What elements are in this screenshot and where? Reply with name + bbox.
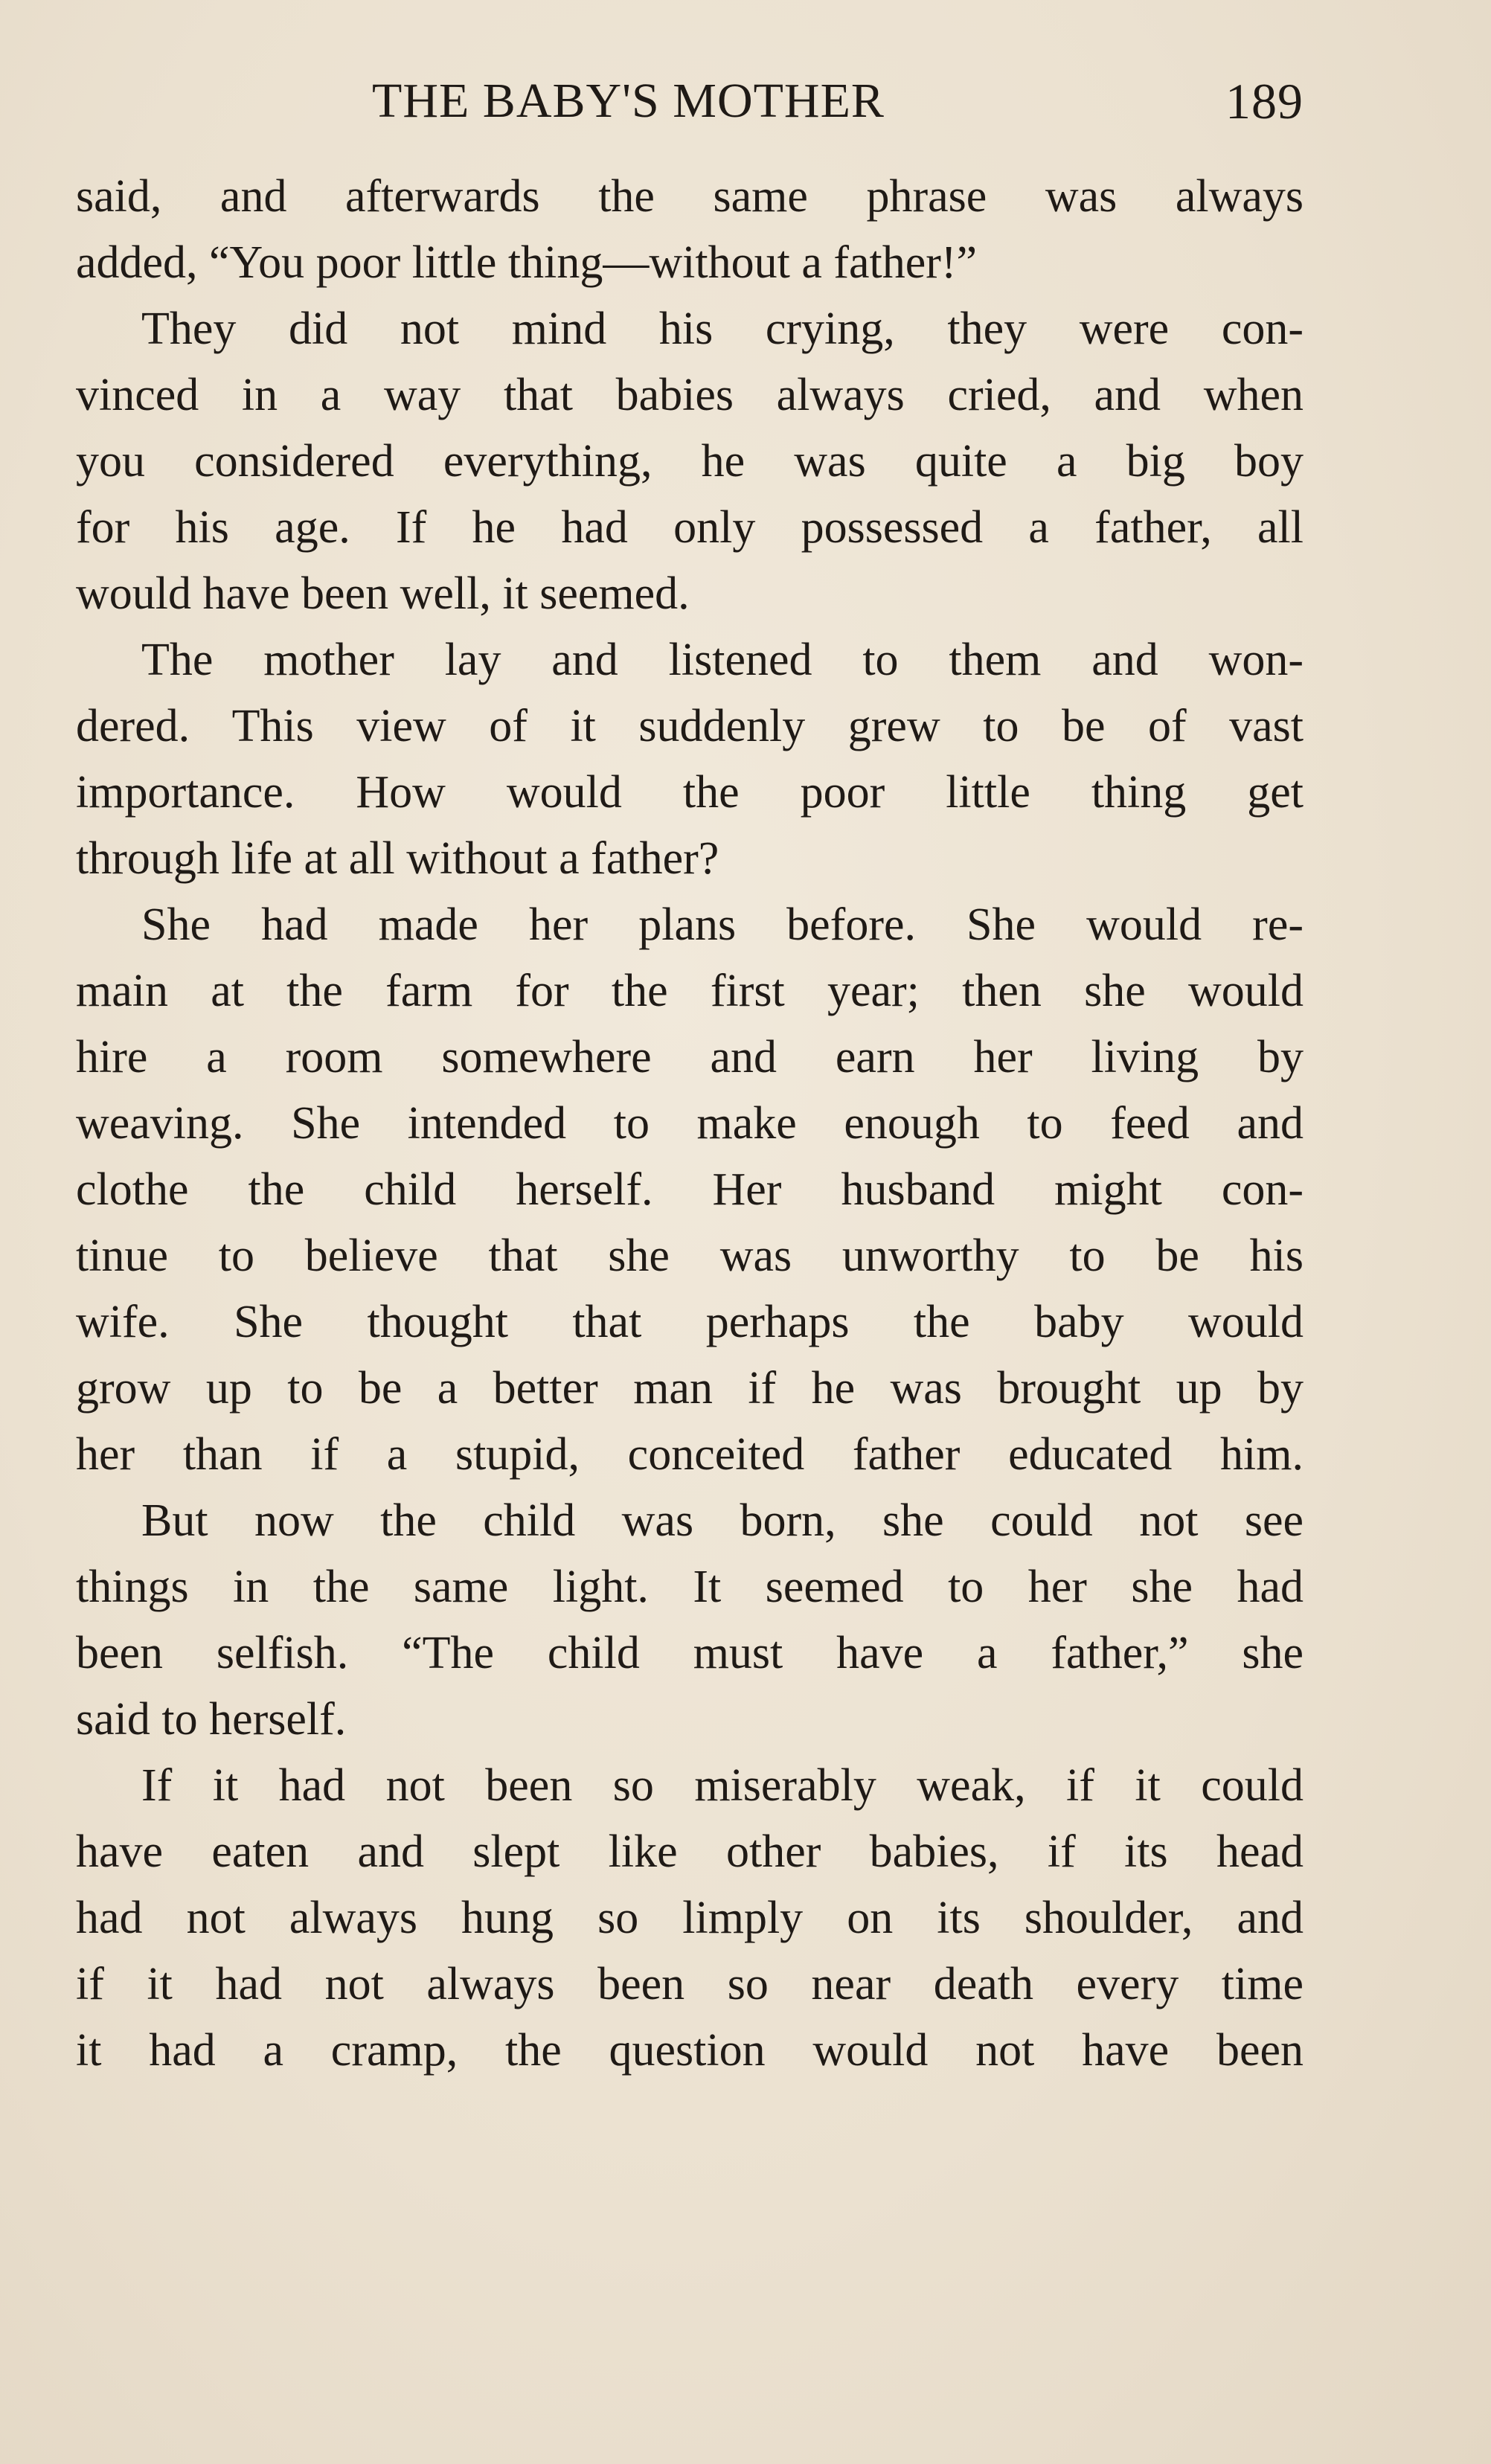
text-line: tinue to believe that she was unworthy to be his [76,1231,1304,1281]
text-line: But now the child was born, she could not see [141,1495,1304,1546]
text-line: had not always hung so limply on its shoulder, and [76,1893,1304,1943]
text-line: added, “You poor little thing—without a father!” [76,237,978,288]
text-line: said, and afterwards the same phrase was always [76,171,1304,222]
text-line: for his age. If he had only possessed a father, all [76,502,1304,553]
text-line: her than if a stupid, conceited father educated him. [76,1429,1304,1480]
running-title: THE BABY'S MOTHER [372,74,885,128]
text-line: wife. She thought that perhaps the baby would [76,1297,1304,1347]
text-line: They did not mind his crying, they were con- [141,304,1304,354]
text-line: things in the same light. It seemed to her she had [76,1562,1304,1612]
text-line: If it had not been so miserably weak, if it could [141,1760,1304,1811]
text-line: you considered everything, he was quite a big boy [76,436,1304,487]
running-head [76,71,1304,131]
text-line: main at the farm for the first year; then she would [76,966,1304,1016]
body-text [76,164,1304,2084]
text-line: dered. This view of it suddenly grew to be of vast [76,701,1304,751]
text-line: grow up to be a better man if he was brought up by [76,1363,1304,1414]
text-line: would have been well, it seemed. [76,568,690,619]
text-line: clothe the child herself. Her husband might con- [76,1164,1304,1215]
text-line: The mother lay and listened to them and won- [141,635,1304,685]
text-line: it had a cramp, the question would not have been [76,2025,1304,2076]
text-line: through life at all without a father? [76,833,719,884]
text-line: been selfish. “The child must have a father,” she [76,1628,1304,1678]
page-number: 189 [1225,73,1304,129]
text-line: vinced in a way that babies always cried, and when [76,370,1304,420]
text-line: if it had not always been so near death every time [76,1959,1304,2009]
text-line: importance. How would the poor little thing get [76,767,1304,818]
text-line: said to herself. [76,1694,347,1745]
text-line: hire a room somewhere and earn her living by [76,1032,1304,1082]
text-line: She had made her plans before. She would re- [141,899,1304,950]
text-line: have eaten and slept like other babies, if its head [76,1826,1304,1877]
text-line: weaving. She intended to make enough to feed and [76,1098,1304,1149]
